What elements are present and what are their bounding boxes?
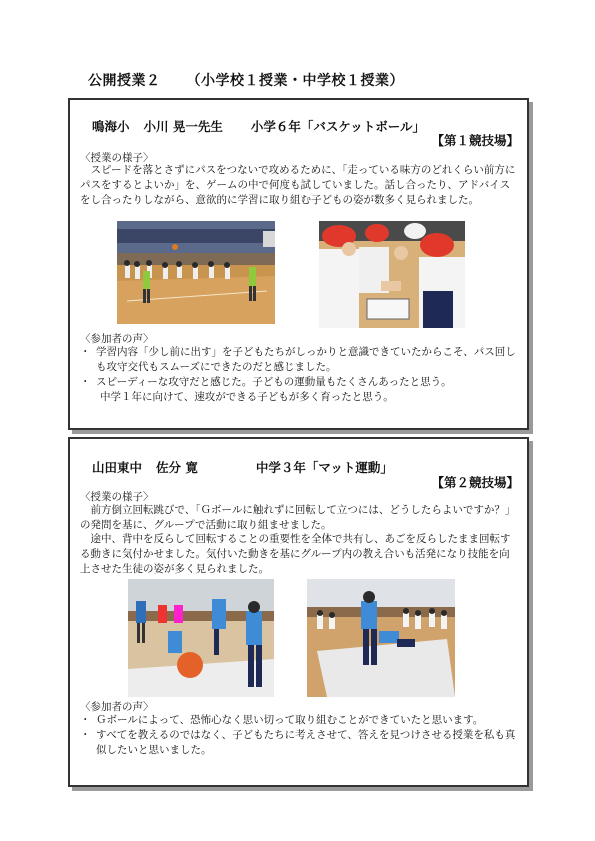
bullet-marker: ・ (80, 346, 91, 358)
bullet-marker: ・ (80, 729, 91, 741)
lesson-subject: 小学６年「バスケットボール」 (250, 119, 426, 134)
page-title-main: 公開授業２ (88, 73, 161, 89)
lesson-card-mat-exercise (68, 437, 529, 787)
participant-voices-list (76, 345, 520, 405)
voice-text: 学習内容「少し前に出す」を子どもたちがしっかりと意識できていたからこそ、パス回しも攻守交代もスムーズにできたのだと感じました。 (96, 346, 516, 373)
lesson-header (92, 458, 393, 476)
lesson-header (92, 117, 425, 135)
list-item (76, 728, 520, 758)
voice-text: すべてを教えるのではなく、子どもたちに考えさせて、答えを見つけさせる授業を私も真似したいと思いました。 (96, 729, 516, 756)
list-item (76, 375, 520, 405)
lesson-state-heading: 〈授業の様子〉 (80, 491, 154, 503)
school-name: 鳴海小 (92, 119, 130, 134)
lesson-card-basketball (68, 98, 529, 430)
venue-tag: 【第１競技場】 (431, 133, 519, 148)
voice-text: Ｇボールによって、恐怖心なく思い切って取り組むことができていたと思います。 (96, 714, 484, 726)
voice-continuation: 中学１年に向けて、速攻ができる子どもが多く育ったと思う。 (100, 391, 394, 403)
page-title (88, 70, 404, 90)
venue-tag: 【第２競技場】 (431, 475, 519, 490)
lesson-subject: 中学３年「マット運動」 (255, 460, 393, 475)
teacher-name: 佐分 寛 (156, 460, 198, 475)
teacher-name: 小川 晃一先生 (143, 119, 223, 134)
lesson-state-heading: 〈授業の様子〉 (80, 152, 154, 164)
list-item (76, 345, 520, 375)
lesson-state-paragraph: 前方倒立回転跳びで、「Ｇボールに触れずに回転して立つには、どうしたらよいですか？」の発問を基に、グループで活動に取り組ませました。 (80, 504, 516, 531)
bullet-marker: ・ (80, 714, 91, 726)
gball-handspring-photo (128, 579, 274, 697)
page-title-sub: （小学校１授業・中学校１授業） (186, 73, 404, 89)
participant-voices-list (76, 713, 520, 758)
bullet-marker: ・ (80, 376, 91, 388)
school-name: 山田東中 (92, 460, 143, 475)
lesson-state-paragraph: スピードを落とさずにパスをつないで攻めるために、「走っている味方のどれくらい前方にパスをするとよいか」を、ゲームの中で何度も試していました。話し合ったり、アドバイスをし合ったりしながら、意欲的に学習に取り組む子どもの姿が数多く見られました。 (80, 164, 516, 206)
basketball-gym-photo (117, 221, 275, 324)
group-discussion-photo (319, 221, 465, 328)
lesson-state-paragraph: 途中、背中を反らして回転することの重要性を全体で共有し、あごを反らしたまま回転する動きに気付かせました。気付いた動きを基にグループ内の教え合いも活発になり技能を向上させた生徒の姿が多く見られました。 (80, 533, 511, 575)
mat-handspring-photo (307, 579, 455, 697)
list-item (76, 713, 520, 728)
participant-voices-heading: 〈参加者の声〉 (80, 701, 154, 713)
participant-voices-heading: 〈参加者の声〉 (80, 333, 154, 345)
voice-text: スピーディーな攻守だと感じた。子どもの運動量もたくさんあったと思う。 (96, 376, 452, 388)
